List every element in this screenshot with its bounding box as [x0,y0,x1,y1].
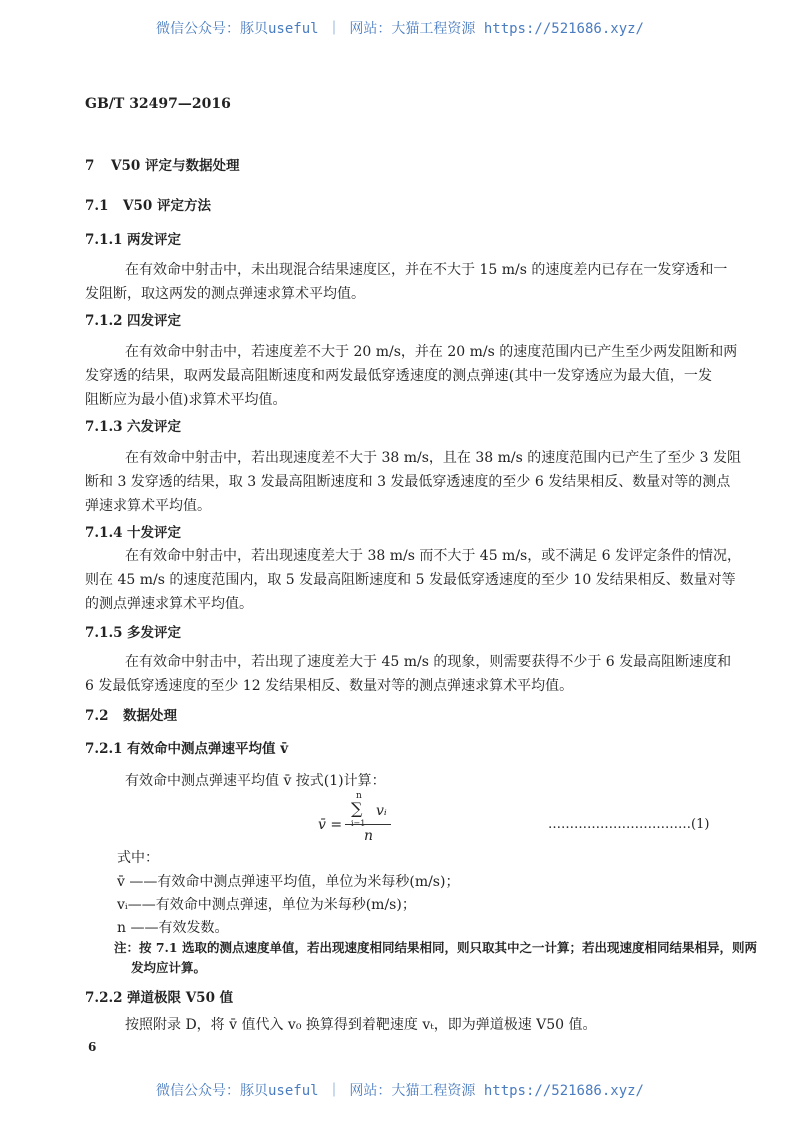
para-line: 发穿透的结果，取两发最高阻断速度和两发最低穿透速度的测点弹速(其中一发穿透应为最大值，一发 [85,368,712,384]
para-line: 发阻断，取这两发的测点弹速求算术平均值。 [85,286,365,302]
page-number: 6 [88,1040,97,1054]
sum-term: vᵢ [376,803,387,819]
para-line: 在有效命中射击中，未出现混合结果速度区，并在不大于 15 m/s 的速度差内已存在一发穿透和一 [125,262,728,278]
sum-upper: n [356,791,362,801]
para-line: 在有效命中射击中，若出现了速度差大于 45 m/s 的现象，则需要获得不少于 6 发最高阻断速度和 [125,654,732,670]
para-line: 的测点弹速求算术平均值。 [85,596,253,612]
para-line: 弹速求算术平均值。 [85,498,211,514]
para-line: 断和 3 发穿透的结果，取 3 发最高阻断速度和 3 发最低穿透速度的至少 6 发结果相反、数量对等的测点 [85,474,731,490]
heading-7: 7 V50 评定与数据处理 [85,158,240,174]
heading-7-1-4: 7.1.4 十发评定 [85,525,181,541]
where-label: 式中： [117,850,159,866]
watermark-bottom: 微信公众号：豚贝useful ｜ 网站：大猫工程资源 https://521686.xyz/ [155,1083,644,1099]
heading-7-1-3: 7.1.3 六发评定 [85,419,181,435]
sum-lower: i=1 [351,819,366,828]
definition: v̄ ——有效命中测点弹速平均值，单位为米每秒(m/s)； [117,874,460,890]
heading-7-2: 7.2 数据处理 [85,708,177,724]
sum-symbol: ∑ [351,799,363,818]
heading-7-1-1: 7.1.1 两发评定 [85,232,181,248]
para-line: 按照附录 D，将 v̄ 值代入 v₀ 换算得到着靶速度 vₜ，即为弹道极速 V50 值。 [125,1017,597,1033]
denominator: n [364,828,374,844]
watermark-top: 微信公众号：豚贝useful ｜ 网站：大猫工程资源 https://521686.xyz/ [155,21,644,37]
para-line: 在有效命中射击中，若速度差不大于 20 m/s，并在 20 m/s 的速度范围内已产生至少两发阻断和两 [125,344,738,360]
note: 注：按 7.1 选取的测点速度单值，若出现速度相同结果相同，则只取其中之一计算；若出现速度相同结果相异，则两 [114,940,757,955]
fraction-bar [345,824,391,825]
equation-number: ……………………………(1) [548,817,710,832]
formula [318,791,458,845]
formula-intro: 有效命中测点弹速平均值 v̄ 按式(1)计算： [125,773,386,789]
heading-7-1: 7.1 V50 评定方法 [85,198,211,214]
heading-7-1-5: 7.1.5 多发评定 [85,625,181,641]
heading-7-1-2: 7.1.2 四发评定 [85,313,181,329]
formula-lhs: v̄ = [318,817,343,833]
definition: n ——有效发数。 [117,920,229,936]
para-line: 6 发最低穿透速度的至少 12 发结果相反、数量对等的测点弹速求算术平均值。 [85,678,574,694]
standard-number: GB/T 32497—2016 [85,96,231,112]
para-line: 阻断应为最小值)求算术平均值。 [85,392,287,408]
para-line: 在有效命中射击中，若出现速度差不大于 38 m/s，且在 38 m/s 的速度范围内已产生了至少 3 发阻 [125,450,742,466]
para-line: 则在 45 m/s 的速度范围内，取 5 发最高阻断速度和 5 发最低穿透速度的至少 10 发结果相反、数量对等 [85,572,736,588]
definition: vᵢ——有效命中测点弹速，单位为米每秒(m/s)； [117,897,416,913]
para-line: 在有效命中射击中，若出现速度差大于 38 m/s 而不大于 45 m/s，或不满足 6 发评定条件的情况， [125,548,742,564]
note: 发均应计算。 [131,960,207,975]
heading-7-2-1: 7.2.1 有效命中测点弹速平均值 v̄ [85,741,289,757]
heading-7-2-2: 7.2.2 弹道极限 V50 值 [85,990,234,1006]
